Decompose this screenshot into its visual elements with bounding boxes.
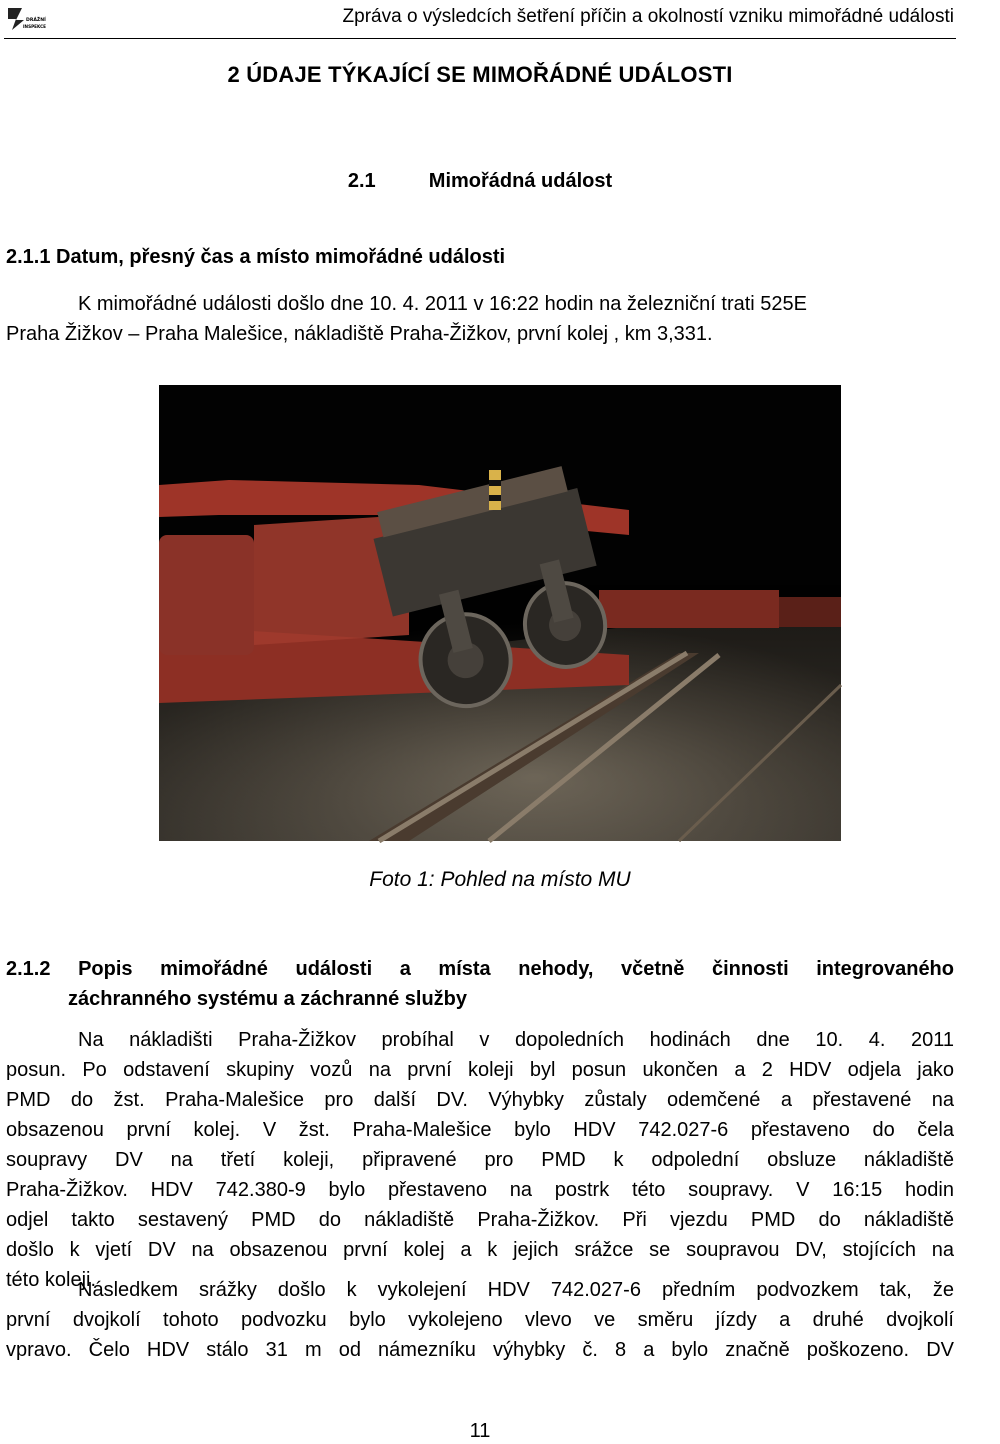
description-paragraph <box>6 1025 954 1295</box>
report-title: Zpráva o výsledcích šetření příčin a okolností vzniku mimořádné události <box>342 6 954 27</box>
wagon-tank <box>159 535 254 655</box>
logo-text-1: DRÁŽNÍ <box>26 18 46 23</box>
consequence-paragraph <box>6 1275 954 1365</box>
logo-text-2: INSPEKCE <box>23 24 46 29</box>
paragraph-line: odjel takto sestavený PMD do nákladiště Praha-Žižkov. Při vjezdu PMD do nákladiště <box>6 1209 954 1231</box>
photo-caption: Foto 1: Pohled na místo MU <box>369 868 631 891</box>
paragraph-line: první dvojkolí tohoto podvozku bylo vykolejeno vlevo ve směru jízdy a druhé dvojkolí <box>6 1309 954 1331</box>
subsection-title-line-1: Popis mimořádné události a místa nehody, včetně činnosti integrovaného <box>78 958 954 980</box>
distant-wagon <box>599 590 779 628</box>
subsection-number: 2.1.2 <box>6 958 51 980</box>
paragraph-line: Na nákladišti Praha-Žižkov probíhal v dopoledních hodinách dne 10. 4. 2011 <box>78 1029 954 1051</box>
paragraph-line: posun. Po odstavení skupiny vozů na první koleji byl posun ukončen a 2 HDV odjela jako <box>6 1059 954 1081</box>
subsection-heading-2-1-1: 2.1.1 Datum, přesný čas a místo mimořádné události <box>6 246 506 268</box>
section-heading <box>0 170 960 193</box>
paragraph-line: PMD do žst. Praha-Malešice pro další DV. Výhybky zůstaly odemčené a přestavené na <box>6 1089 954 1111</box>
paragraph-line: vpravo. Čelo HDV stálo 31 m od námezníku výhybky č. 8 a bylo značně poškozeno. DV <box>6 1339 954 1361</box>
subsection-title-line-2: záchranného systému a záchranné služby <box>68 988 468 1010</box>
page-header <box>0 0 960 40</box>
date-place-paragraph <box>6 289 954 349</box>
paragraph-line: K mimořádné události došlo dne 10. 4. 2011 v 16:22 hodin na železniční trati 525E <box>78 293 807 315</box>
paragraph-line: obsazenou první kolej. V žst. Praha-Malešice bylo HDV 742.027-6 přestaveno do čela <box>6 1119 954 1141</box>
chapter-heading: 2 ÚDAJE TÝKAJÍCÍ SE MIMOŘÁDNÉ UDÁLOSTI <box>227 62 733 87</box>
paragraph-line: soupravy DV na třetí koleji, připravené pro PMD k odpolední obsluze nákladiště <box>6 1149 954 1171</box>
subsection-heading-2-1-2 <box>6 954 954 1014</box>
header-divider <box>4 38 956 39</box>
paragraph-line: této koleji. <box>6 1269 97 1291</box>
drazni-inspekce-logo <box>4 4 46 34</box>
paragraph-line: došlo k vjetí DV na obsazenou první kolej a k jejich srážce se soupravou DV, stojících na <box>6 1239 954 1261</box>
heading-line-1 <box>6 954 954 984</box>
section-number: 2.1 <box>347 170 376 192</box>
page-number: 11 <box>469 1420 491 1442</box>
paragraph-line: Praha-Žižkov. HDV 742.380-9 bylo přestaveno na postrk této soupravy. V 16:15 hodin <box>6 1179 954 1201</box>
section-title: Mimořádná událost <box>428 170 613 192</box>
paragraph-line: Praha Žižkov – Praha Malešice, nákladiště Praha-Žižkov, první kolej , km 3,331. <box>6 323 713 345</box>
paragraph-line: Následkem srážky došlo k vykolejení HDV 742.027-6 předním podvozkem tak, že <box>78 1279 954 1301</box>
accident-photo <box>159 385 841 841</box>
